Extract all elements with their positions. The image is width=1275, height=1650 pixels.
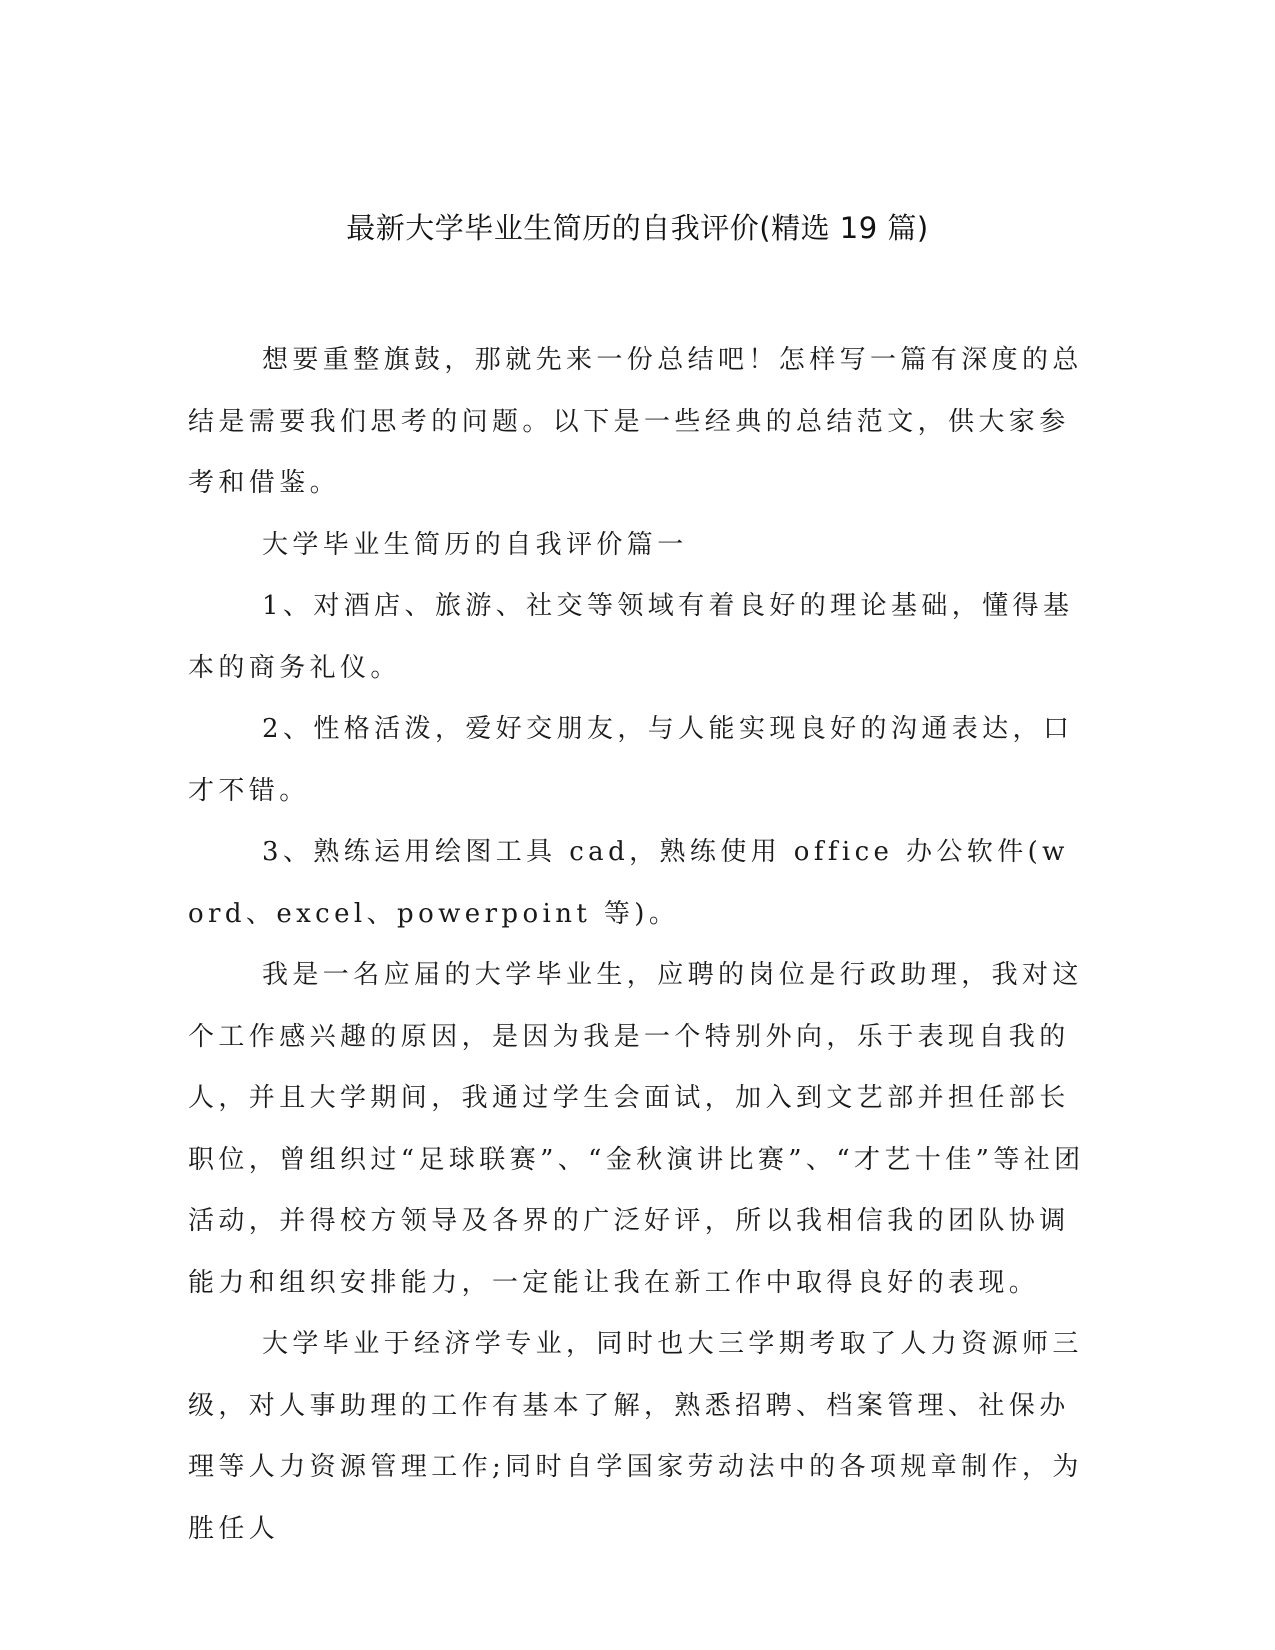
section-heading: 大学毕业生简历的自我评价篇一	[262, 529, 688, 560]
document-body	[188, 330, 1088, 1560]
list-item-1: 1、对酒店、旅游、社交等领域有着良好的理论基础，懂得基本的商务礼仪。	[188, 591, 1074, 683]
list-item-3: 3、熟练运用绘图工具 cad，熟练使用 office 办公软件(word、excel、powerpoint 等)。	[188, 837, 1069, 929]
list-item-2: 2、性格活泼，爱好交朋友，与人能实现良好的沟通表达，口才不错。	[188, 714, 1074, 806]
intro-paragraph: 想要重整旗鼓，那就先来一份总结吧！怎样写一篇有深度的总结是需要我们思考的问题。以下是一些经典的总结范文，供大家参考和借鉴。	[188, 345, 1083, 498]
self-evaluation-paragraph: 我是一名应届的大学毕业生，应聘的岗位是行政助理，我对这个工作感兴趣的原因，是因为我是一个特别外向，乐于表现自我的人，并且大学期间，我通过学生会面试，加入到文艺部并担任部长职位，曾组织过“足球联赛”、“金秋演讲比赛”、“才艺十佳”等社团活动，并得校方领导及各界的广泛好评，所以我相信我的团队协调能力和组织安排能力，一定能让我在新工作中取得良好的表现。	[188, 960, 1085, 1298]
document-title: 最新大学毕业生简历的自我评价(精选 19 篇)	[346, 211, 929, 245]
education-paragraph: 大学毕业于经济学专业，同时也大三学期考取了人力资源师三级，对人事助理的工作有基本了解，熟悉招聘、档案管理、社保办理等人力资源管理工作;同时自学国家劳动法中的各项规章制作，为胜任人	[188, 1329, 1083, 1544]
